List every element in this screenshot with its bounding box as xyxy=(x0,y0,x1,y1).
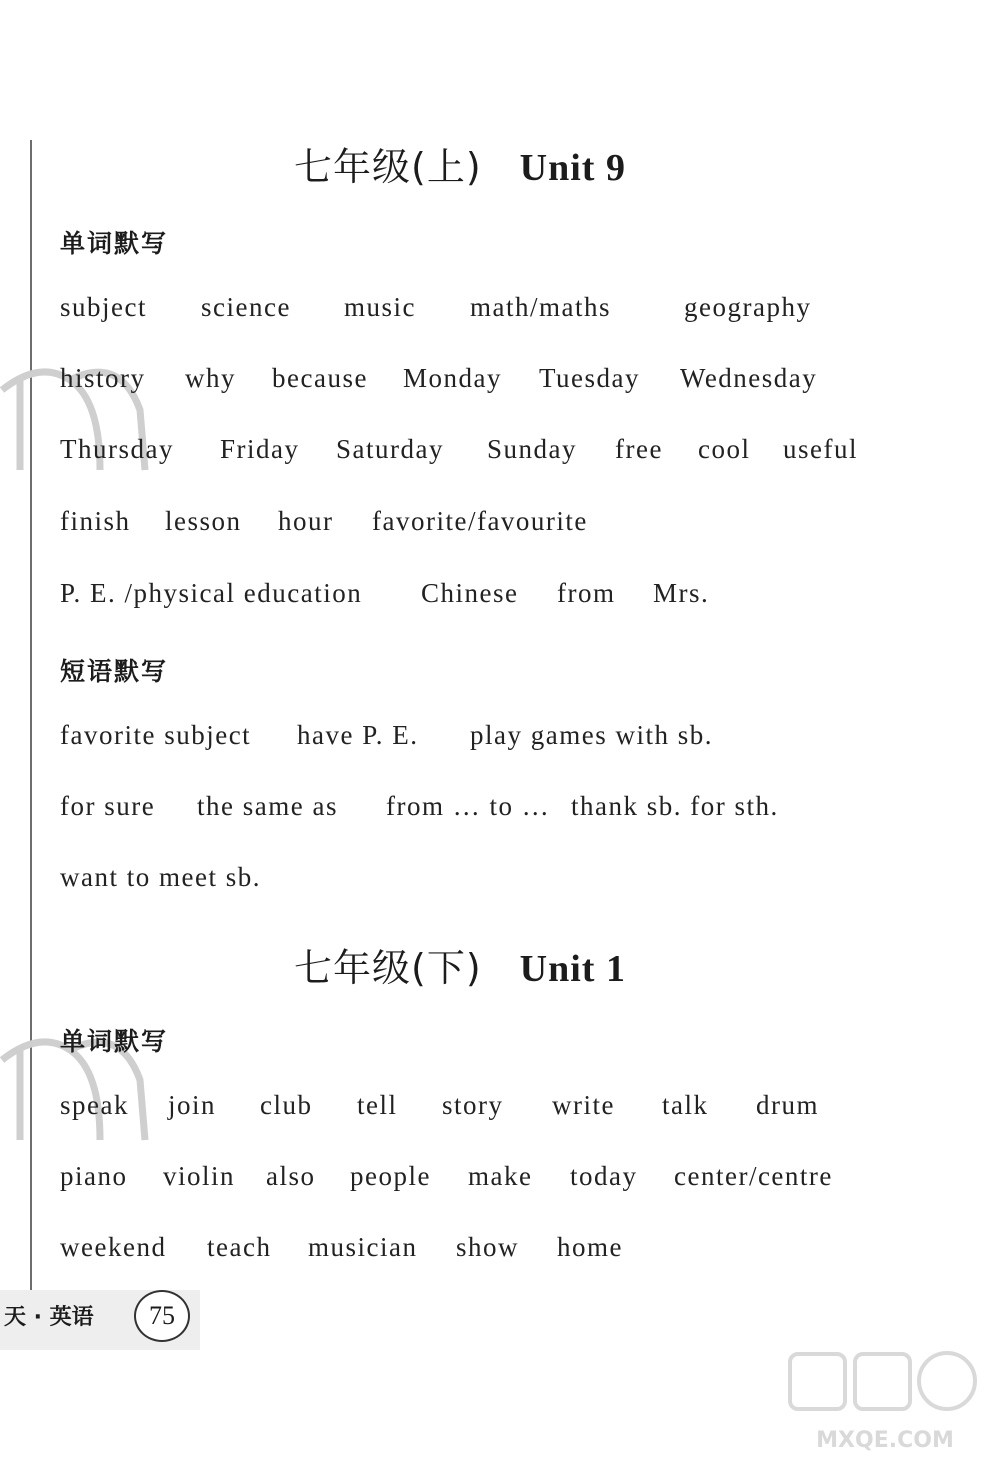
page-number: 75 xyxy=(134,1290,190,1342)
word: useful xyxy=(783,434,858,464)
word: piano xyxy=(60,1161,128,1191)
phrase-line xyxy=(60,862,940,902)
word: teach xyxy=(207,1232,272,1262)
word-line xyxy=(60,1232,940,1272)
footer-label: 天 · 英语 xyxy=(4,1305,94,1330)
word: speak xyxy=(60,1090,129,1120)
word: Friday xyxy=(220,434,300,464)
word: why xyxy=(185,363,236,393)
word: club xyxy=(260,1090,313,1120)
word: Sunday xyxy=(487,434,577,464)
word: Monday xyxy=(403,363,502,393)
word: tell xyxy=(357,1090,398,1120)
word-line xyxy=(60,578,940,618)
word: join xyxy=(168,1090,217,1120)
word: make xyxy=(468,1161,533,1191)
word: Wednesday xyxy=(680,363,818,393)
unit-title xyxy=(0,136,920,191)
word-line xyxy=(60,1090,940,1130)
word: science xyxy=(201,292,291,322)
word: center/centre xyxy=(674,1161,833,1191)
word: also xyxy=(266,1161,316,1191)
unit-title xyxy=(0,937,920,992)
word: history xyxy=(60,363,146,393)
word: from xyxy=(557,578,616,608)
word: violin xyxy=(163,1161,236,1191)
word: weekend xyxy=(60,1232,167,1262)
word: Mrs. xyxy=(653,578,710,608)
word: write xyxy=(552,1090,615,1120)
section-heading-vocabulary: 单词默写 xyxy=(60,229,169,258)
section-heading-phrases: 短语默写 xyxy=(60,657,169,686)
word: today xyxy=(570,1161,638,1191)
word: finish xyxy=(60,506,131,536)
unit-label: Unit 9 xyxy=(519,147,626,189)
word: lesson xyxy=(165,506,242,536)
phrase: the same as xyxy=(197,791,338,821)
word-line xyxy=(60,506,940,546)
grade-label: 七年级(下) xyxy=(294,946,482,990)
word: musician xyxy=(308,1232,418,1262)
word: talk xyxy=(662,1090,709,1120)
unit-label: Unit 1 xyxy=(519,948,626,990)
grade-label: 七年级(上) xyxy=(294,145,482,189)
word: favorite/favourite xyxy=(372,506,588,536)
word: free xyxy=(615,434,663,464)
site-watermark-text: MXQE.COM xyxy=(816,1428,954,1453)
word: Thursday xyxy=(60,434,174,464)
phrase: have P. E. xyxy=(297,720,419,750)
word: show xyxy=(456,1232,520,1262)
word-line xyxy=(60,292,940,332)
phrase-line xyxy=(60,791,940,831)
word: Saturday xyxy=(336,434,444,464)
word: home xyxy=(557,1232,623,1262)
word: geography xyxy=(684,292,812,322)
word-line xyxy=(60,1161,940,1201)
phrase: want to meet sb. xyxy=(60,862,261,892)
word: hour xyxy=(278,506,334,536)
word: Chinese xyxy=(421,578,519,608)
word: people xyxy=(350,1161,431,1191)
word: P. E. /physical education xyxy=(60,578,363,608)
word: because xyxy=(272,363,368,393)
phrase-line xyxy=(60,720,940,760)
phrase: favorite subject xyxy=(60,720,252,750)
word-line xyxy=(60,363,940,403)
site-watermark-logo xyxy=(780,1349,990,1459)
word: Tuesday xyxy=(539,363,641,393)
word: drum xyxy=(756,1090,819,1120)
word: music xyxy=(344,292,416,322)
phrase: play games with sb. xyxy=(470,720,713,750)
phrase: from … to … xyxy=(386,791,551,821)
word-line xyxy=(60,434,940,474)
word: math/maths xyxy=(470,292,611,322)
word: cool xyxy=(698,434,751,464)
section-heading-vocabulary: 单词默写 xyxy=(60,1027,169,1056)
word: story xyxy=(442,1090,504,1120)
phrase: thank sb. for sth. xyxy=(571,791,779,821)
word: subject xyxy=(60,292,147,322)
phrase: for sure xyxy=(60,791,156,821)
